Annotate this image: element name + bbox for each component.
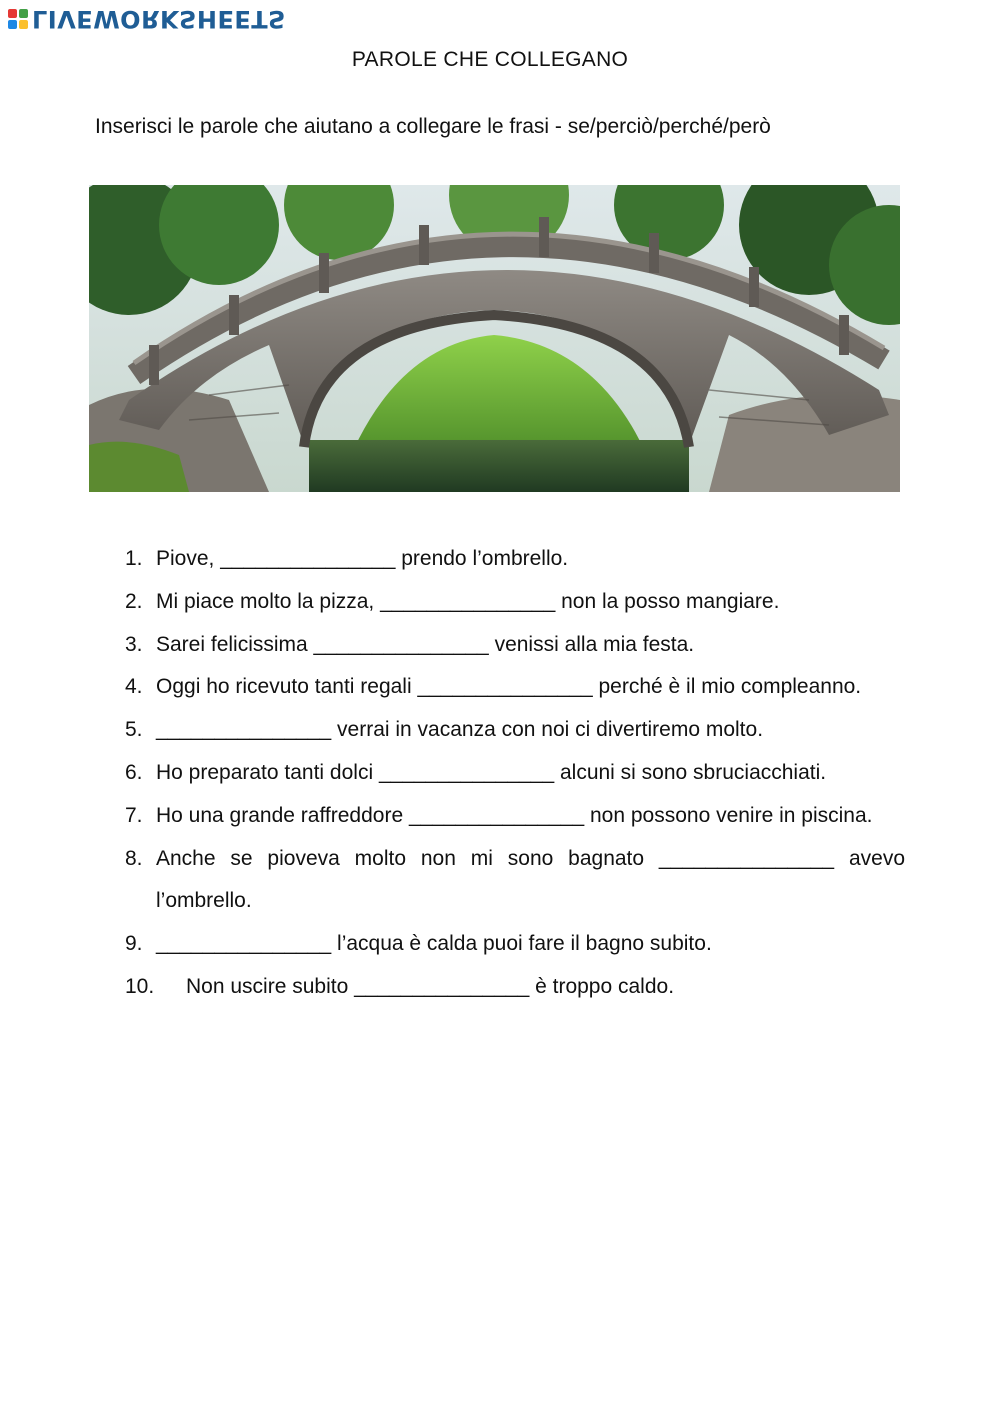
exercise-item-5 bbox=[125, 709, 905, 752]
exercise-item-2 bbox=[125, 581, 905, 624]
item-text[interactable]: Sarei felicissima _______________ venissi alla mia festa. bbox=[156, 632, 695, 656]
item-number: 10. bbox=[125, 974, 155, 998]
item-number: 6. bbox=[125, 760, 143, 784]
logo-text: LIVEWORKSHEETS bbox=[32, 5, 286, 33]
item-number: 5. bbox=[125, 718, 143, 742]
item-number: 2. bbox=[125, 589, 143, 613]
item-text[interactable]: _______________ l’acqua è calda puoi fare il bagno subito. bbox=[156, 932, 712, 956]
exercise-item-8 bbox=[125, 838, 905, 924]
item-text[interactable]: Ho una grande raffreddore _______________ non possono venire in piscina. bbox=[156, 803, 873, 827]
exercise-item-1 bbox=[125, 538, 905, 581]
exercise-item-7 bbox=[125, 795, 905, 838]
logo-blocks-icon bbox=[8, 9, 28, 29]
item-number: 9. bbox=[125, 932, 143, 956]
item-text[interactable]: Mi piace molto la pizza, _______________ non la posso mangiare. bbox=[156, 589, 780, 613]
item-text[interactable]: Oggi ho ricevuto tanti regali _______________ perché è il mio compleanno. bbox=[156, 675, 862, 699]
item-number: 1. bbox=[125, 547, 143, 570]
bridge-illustration bbox=[89, 185, 900, 492]
item-number: 8. bbox=[125, 846, 143, 870]
exercise-list bbox=[125, 538, 905, 1009]
item-number: 4. bbox=[125, 675, 143, 699]
exercise-item-4 bbox=[125, 666, 905, 709]
exercise-item-6 bbox=[125, 752, 905, 795]
page-title: PAROLE CHE COLLEGANO bbox=[351, 48, 629, 71]
item-text[interactable]: Anche se pioveva molto non mi sono bagnato _______________ avevo l’ombrello. bbox=[156, 846, 905, 913]
exercise-item-3 bbox=[125, 624, 905, 667]
item-text[interactable]: Non uscire subito _______________ è troppo caldo. bbox=[186, 974, 675, 998]
instructions: Inserisci le parole che aiutano a collegare le frasi - se/perciò/perché/però bbox=[95, 115, 771, 138]
item-text[interactable]: Ho preparato tanti dolci _______________ alcuni si sono sbruciacchiati. bbox=[156, 760, 827, 784]
item-text[interactable]: Piove, _______________ prendo l’ombrello. bbox=[156, 547, 569, 570]
exercise-item-9 bbox=[125, 923, 905, 966]
liveworksheets-logo bbox=[8, 4, 286, 34]
item-number: 3. bbox=[125, 632, 143, 656]
item-text[interactable]: _______________ verrai in vacanza con noi ci divertiremo molto. bbox=[156, 718, 764, 742]
bridge-photo bbox=[89, 185, 900, 492]
exercise-item-10 bbox=[125, 966, 905, 1009]
item-number: 7. bbox=[125, 803, 143, 827]
